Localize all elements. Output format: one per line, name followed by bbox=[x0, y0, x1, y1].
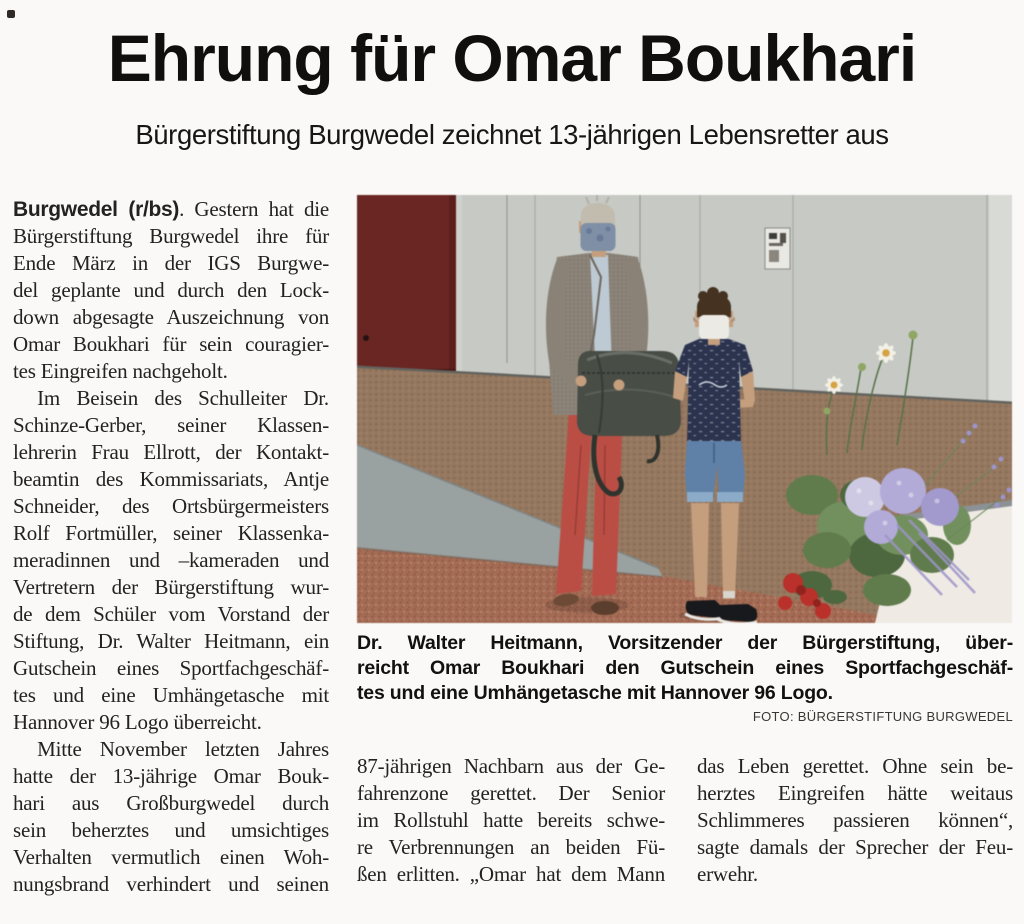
text-line: herztes Eingreifen hätte weitaus bbox=[697, 781, 1013, 805]
article-photo bbox=[357, 195, 1012, 623]
text-line: Vertretern der Bürgerstiftung wur- bbox=[13, 575, 329, 599]
scan-artifact bbox=[7, 10, 15, 18]
body-column-middle bbox=[357, 753, 665, 888]
text-line: sein beherztes und umsichtiges bbox=[13, 818, 329, 842]
photo-caption bbox=[357, 631, 1013, 706]
text-line: Rolf Fortmüller, seiner Klassenka- bbox=[13, 521, 329, 545]
text-line: Schneider, des Ortsbürgermeisters bbox=[13, 494, 329, 518]
text-line: Ende März in der IGS Burgwe- bbox=[13, 251, 329, 275]
text-line: lehrerin Frau Ellrott, der Kontakt- bbox=[13, 440, 329, 464]
text-line: Bürgerstiftung Burgwedel ihre für bbox=[13, 224, 329, 248]
man-shoe bbox=[591, 601, 619, 615]
text-line: meradinnen und –kameraden und bbox=[13, 548, 329, 572]
text-line: 87-jährigen Nachbarn aus der Ge- bbox=[357, 754, 665, 778]
text-line: de dem Schüler vom Vorstand der bbox=[13, 602, 329, 626]
text-line: Schlimmeres passieren können“, bbox=[697, 808, 1013, 832]
text-line: nungsbrand verhindert und seinen bbox=[13, 872, 329, 896]
boy-sneaker bbox=[718, 604, 758, 622]
text-line: down abgesagte Auszeichnung von bbox=[13, 305, 329, 329]
text-line: Gutschein eines Sportfachgeschäf- bbox=[13, 656, 329, 680]
text-line: tes Eingreifen nachgeholt. bbox=[13, 359, 228, 383]
door-handle bbox=[363, 335, 369, 341]
text-line: im Rollstuhl hatte bereits schwe- bbox=[357, 808, 665, 832]
text-line: del geplante und durch den Lock- bbox=[13, 278, 329, 302]
flower-bud bbox=[824, 408, 831, 415]
text-line: sagte damals der Sprecher der Feu- bbox=[697, 835, 1013, 859]
headline: Ehrung für Omar Boukhari bbox=[107, 21, 917, 95]
text-line: hari aus Großburgwedel durch bbox=[13, 791, 329, 815]
wall-sign bbox=[765, 228, 790, 269]
boy-sock bbox=[723, 591, 735, 598]
text-line: Omar Boukhari für sein couragier- bbox=[13, 332, 329, 356]
man-hand bbox=[576, 376, 587, 387]
text-line: Mitte November letzten Jahres bbox=[37, 737, 329, 761]
subheadline: Bürgerstiftung Burgwedel zeichnet 13-jährigen Lebensretter aus bbox=[135, 119, 889, 150]
text-line: Schinze-Gerber, seiner Klassen- bbox=[13, 413, 329, 437]
text-line: Im Beisein des Schulleiter Dr. bbox=[37, 386, 329, 410]
text-line: Verhalten vermutlich einen Woh- bbox=[13, 845, 329, 869]
text-line: Dr. Walter Heitmann, Vorsitzender der Bürgerstiftung, über- bbox=[357, 632, 1013, 654]
text-line: ßen erlitten. „Omar hat dem Mann bbox=[357, 862, 665, 886]
man-hand bbox=[614, 380, 625, 391]
text-line: re Verbrennungen an beiden Fü- bbox=[357, 835, 665, 859]
wall-light-band bbox=[989, 195, 1012, 411]
text-line: beamtin des Kommissariats, Antje bbox=[13, 467, 329, 491]
text-line: fahrenzone gerettet. Der Senior bbox=[357, 781, 665, 805]
maroon-door bbox=[357, 195, 462, 373]
flower-bud bbox=[909, 331, 918, 340]
boy-face-mask bbox=[699, 315, 729, 339]
text-line: das Leben gerettet. Ohne sein be- bbox=[697, 754, 1013, 778]
body-column-left bbox=[13, 196, 329, 898]
text-line: tes und eine Umhängetasche mit Hannover 96 Logo. bbox=[357, 682, 833, 704]
text-line: tes und eine Umhängetasche mit bbox=[13, 683, 329, 707]
photo-credit: FOTO: BÜRGERSTIFTUNG BURGWEDEL bbox=[752, 709, 1013, 724]
text-line: reicht Omar Boukhari den Gutschein eines Sportfachgeschäf- bbox=[357, 657, 1013, 679]
text-line: Hannover 96 Logo überreicht. bbox=[13, 710, 262, 734]
text-line: Burgwedel (r/bs). Gestern hat die bbox=[13, 197, 329, 221]
text-line: erwehr. bbox=[697, 862, 758, 886]
body-column-right bbox=[697, 753, 1013, 888]
flower-bud bbox=[858, 363, 866, 371]
text-line: Stiftung, Dr. Walter Heitmann, ein bbox=[13, 629, 329, 653]
text-line: hatte der 13-jährige Omar Bouk- bbox=[13, 764, 329, 788]
